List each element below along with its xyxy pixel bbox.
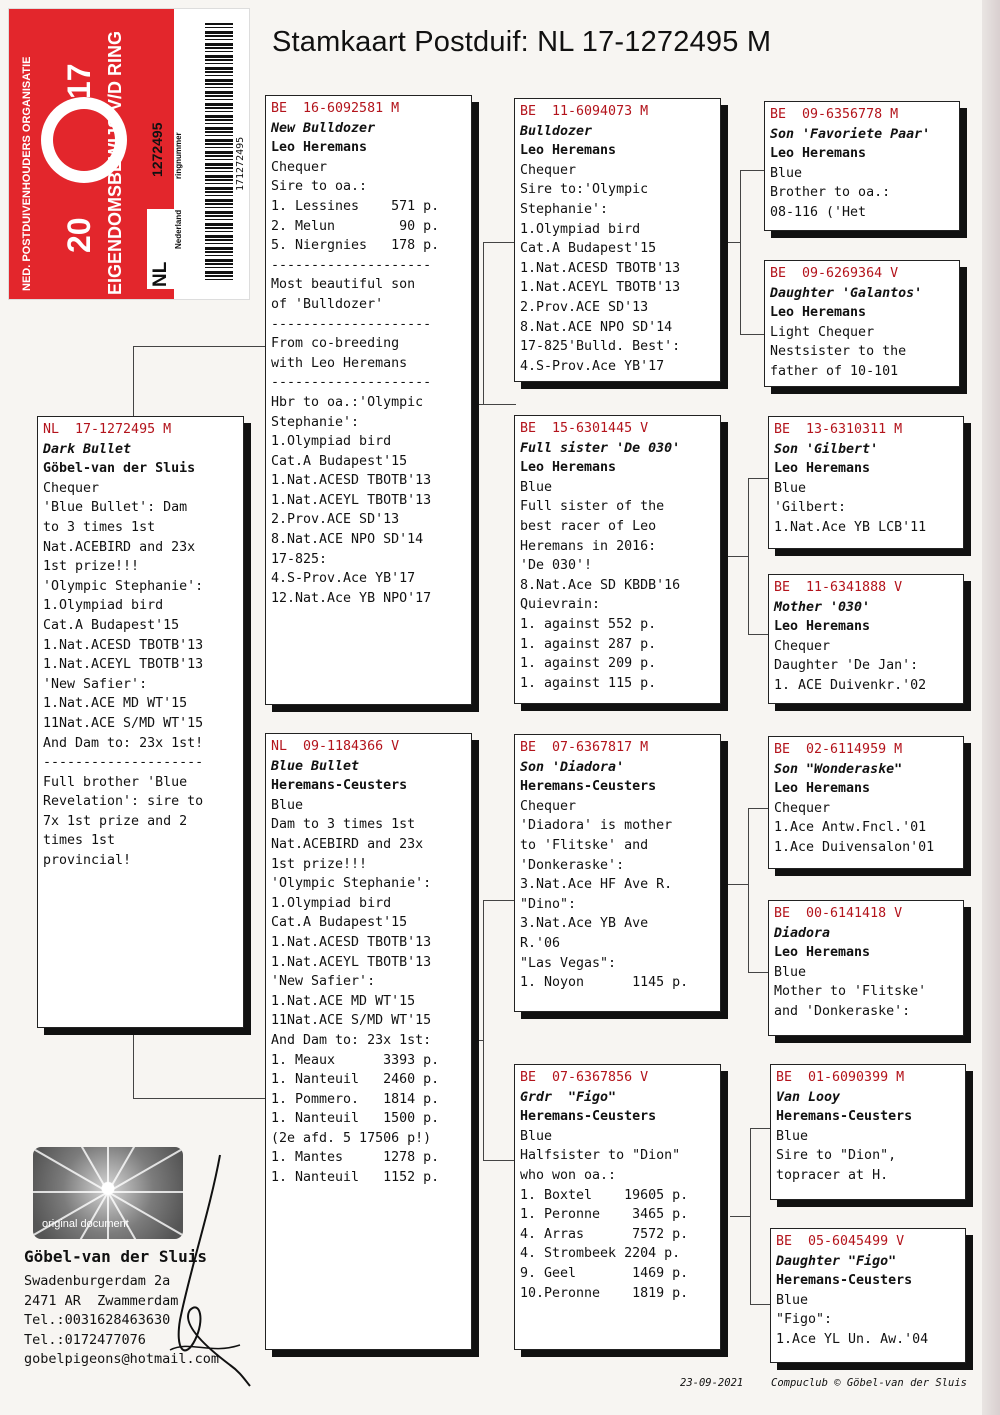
detail-line: 1. Pommero. 1814 p. (271, 1091, 440, 1107)
detail-line: 1.Nat.ACEYL TBOTB'13 (520, 280, 681, 296)
pigeon-name: New Bulldozer (271, 120, 376, 136)
hologram-text: original document (42, 1218, 129, 1230)
detail-line: 10.Peronne 1819 p. (520, 1285, 689, 1301)
barcode-number: 171272495 (235, 136, 246, 191)
detail-line: Mother to 'Flitske' (774, 984, 927, 1000)
ring-card-year-left: 20 (61, 217, 97, 253)
pigeon-card-dam-sire (514, 734, 721, 1012)
pigeon-card-sire-dam (514, 415, 721, 704)
owner-address (24, 1247, 219, 1370)
detail-line: 8.Nat.ACE NPO SD'14 (520, 319, 673, 335)
ring-number: BE 09-6269364 V (770, 266, 899, 281)
ring-number: BE 07-6367856 V (520, 1070, 649, 1085)
detail-line: 1. Noyon 1145 p. (520, 975, 689, 991)
pigeon-name: Diadora (774, 925, 831, 941)
breeder-name: Leo Heremans (774, 619, 871, 635)
detail-line: Brother to oa.: (770, 185, 891, 201)
pigeon-card-sire-sire-dam (764, 260, 960, 387)
detail-line: 'Gilbert: (774, 500, 847, 516)
connector (483, 242, 484, 404)
ring-ownership-card (8, 8, 250, 300)
detail-line: 1. against 552 p. (520, 616, 657, 632)
detail-line: 1st prize!!! (271, 856, 368, 872)
ring-number: BE 11-6094073 M (520, 104, 649, 119)
detail-line: Dam to 3 times 1st (271, 817, 416, 833)
connector (483, 242, 516, 243)
connector (726, 242, 740, 243)
detail-line: 1.Nat.ACESD TBOTB'13 (43, 637, 204, 653)
detail-line: 9. Geel 1469 p. (520, 1265, 689, 1281)
ring-number: NL 09-1184366 V (271, 739, 400, 754)
connector (748, 478, 749, 634)
breeder-name: Leo Heremans (520, 143, 617, 159)
detail-line: Nat.ACEBIRD and 23x (43, 539, 196, 555)
detail-line: 1.Nat.ACE MD WT'15 (43, 696, 188, 712)
owner-city: 2471 AR Zwammerdam (24, 1292, 179, 1309)
breeder-name: Heremans-Ceusters (520, 779, 657, 795)
detail-line: Chequer (43, 480, 100, 496)
detail-line: Blue (774, 480, 807, 496)
detail-line: 1.Olympiad bird (271, 434, 392, 450)
ring-number: BE 11-6341888 V (774, 580, 903, 595)
detail-line: 1.Nat.ACESD TBOTB'13 (520, 260, 681, 276)
detail-line: Blue (520, 1128, 553, 1144)
detail-line: 17-825'Bulld. Best': (520, 339, 681, 355)
connector (483, 1160, 516, 1161)
detail-line: 3.Nat.Ace HF Ave R. (520, 877, 673, 893)
detail-line: 'Blue Bullet': Dam (43, 500, 188, 516)
detail-line: to 'Flitske' and (520, 837, 649, 853)
print-date: 23-09-2021 (680, 1377, 744, 1389)
detail-line: 1.Nat.ACESD TBOTB'13 (271, 473, 432, 489)
detail-line: 1. Nanteuil 2460 p. (271, 1072, 440, 1088)
detail-line: 1.Nat.Ace YB LCB'11 (774, 519, 927, 535)
detail-line: 1.Olympiad bird (520, 221, 641, 237)
detail-line: 'New Safier': (271, 974, 376, 990)
pigeon-card-sire-sire (514, 98, 721, 382)
owner-email: gobelpigeons@hotmail.com (24, 1351, 220, 1367)
detail-line: 4.S-Prov.Ace YB'17 (271, 571, 416, 587)
detail-line: 'De 030'! (520, 558, 593, 574)
detail-line: who won oa.: (520, 1167, 617, 1183)
pigeon-name: Grdr "Figo" (520, 1089, 617, 1105)
detail-line: Cat.A Budapest'15 (43, 617, 180, 633)
detail-line: 1.Nat.ACEYL TBOTB'13 (271, 954, 432, 970)
detail-line: Cat.A Budapest'15 (271, 453, 408, 469)
detail-line: Stephanie': (271, 414, 360, 430)
detail-line: Cat.A Budapest'15 (520, 241, 657, 257)
detail-line: 1. Lessines 571 p. (271, 198, 440, 214)
ring-number: BE 00-6141418 V (774, 906, 903, 921)
connector (483, 900, 516, 901)
detail-line: best racer of Leo (520, 518, 657, 534)
pigeon-name: Dark Bullet (43, 441, 132, 457)
detail-line: to 3 times 1st (43, 519, 156, 535)
detail-line: 12.Nat.Ace YB NPO'17 (271, 590, 432, 606)
detail-line: 1.Nat.ACESD TBOTB'13 (271, 934, 432, 950)
ring-number: BE 09-6356778 M (770, 107, 899, 122)
breeder-name: Leo Heremans (271, 140, 368, 156)
pigeon-name: Blue Bullet (271, 758, 360, 774)
connector (726, 556, 748, 557)
detail-line: 5. Niergnies 178 p. (271, 238, 440, 254)
detail-line: And Dam to: 23x 1st! (43, 735, 204, 751)
detail-line: Sire to oa.: (271, 179, 368, 195)
detail-line: Light Chequer (770, 324, 875, 340)
breeder-name: Leo Heremans (520, 460, 617, 476)
detail-line: 1. against 115 p. (520, 675, 657, 691)
detail-line: 3.Nat.Ace YB Ave (520, 916, 649, 932)
detail-line: 'Diadora' is mother (520, 818, 673, 834)
detail-line: 1. Meaux 3393 p. (271, 1052, 440, 1068)
breeder-name: Heremans-Ceusters (520, 1109, 657, 1125)
detail-line: -------------------- (43, 755, 204, 771)
breeder-name: Heremans-Ceusters (776, 1109, 913, 1125)
breeder-name: Leo Heremans (774, 461, 871, 477)
ring-number: BE 01-6090399 M (776, 1070, 905, 1085)
detail-line: Blue (271, 797, 304, 813)
sheet-edge (982, 0, 1000, 1415)
connector (748, 634, 768, 635)
detail-line: 'Olympic Stephanie': (271, 876, 432, 892)
connector (476, 404, 483, 405)
detail-line: 1. against 209 p. (520, 656, 657, 672)
detail-line: Nat.ACEBIRD and 23x (271, 836, 424, 852)
detail-line: 1. against 287 p. (520, 636, 657, 652)
detail-line: Nestsister to the (770, 344, 907, 360)
detail-line: -------------------- (271, 257, 432, 273)
connector (726, 884, 748, 885)
detail-line: 1. ACE Duivenkr.'02 (774, 677, 927, 693)
pigeon-name: Son 'Diadora' (520, 759, 625, 775)
owner-phone-2: Tel.:0172477076 (24, 1331, 146, 1348)
detail-line: Sire to:'Olympic (520, 182, 649, 198)
detail-line: And Dam to: 23x 1st: (271, 1032, 432, 1048)
ring-card-country: NL (150, 261, 171, 287)
detail-line: 1.Nat.ACE MD WT'15 (271, 993, 416, 1009)
pigeon-name: Full sister 'De 030' (520, 440, 681, 456)
detail-line: 1.Olympiad bird (43, 598, 164, 614)
detail-line: 17-825: (271, 551, 328, 567)
pigeon-name: Daughter 'Galantos' (770, 285, 923, 301)
detail-line: 4. Strombeek 2204 p. (520, 1246, 681, 1262)
detail-line: of 'Bulldozer' (271, 296, 384, 312)
detail-line: 1. Mantes 1278 p. (271, 1150, 440, 1166)
detail-line: -------------------- (271, 316, 432, 332)
ring-card-ring-number: 1272495 (149, 122, 165, 177)
pigeon-card-dam-sire-sire (768, 736, 964, 869)
breeder-name: Leo Heremans (770, 305, 867, 321)
detail-line: 1.Ace YL Un. Aw.'04 (776, 1331, 929, 1347)
detail-line: Chequer (774, 800, 831, 816)
detail-line: 7x 1st prize and 2 (43, 813, 188, 829)
breeder-name: Heremans-Ceusters (776, 1273, 913, 1289)
detail-line: Blue (776, 1292, 809, 1308)
detail-line: R.'06 (520, 935, 561, 951)
detail-line: Cat.A Budapest'15 (271, 915, 408, 931)
connector (740, 170, 764, 171)
detail-line: father of 10-101 (770, 363, 899, 379)
detail-line: 1.Nat.ACEYL TBOTB'13 (271, 492, 432, 508)
pigeon-name: Son "Wonderaske" (774, 761, 903, 777)
detail-line: Chequer (520, 798, 577, 814)
pigeon-card-sire-dam-sire (768, 416, 964, 549)
detail-line: "Las Vegas": (520, 955, 617, 971)
detail-line: 2. Melun 90 p. (271, 218, 440, 234)
detail-line: with Leo Heremans (271, 355, 408, 371)
pigeon-name: Van Looy (776, 1089, 841, 1105)
detail-line: 2.Prov.ACE SD'13 (520, 299, 649, 315)
pigeon-card-sire (265, 95, 472, 705)
detail-line: 8.Nat.ACE NPO SD'14 (271, 532, 424, 548)
detail-line: Blue (776, 1128, 809, 1144)
connector (740, 334, 764, 335)
connector (483, 900, 484, 1160)
ring-card-country-label: Nederland (174, 209, 183, 249)
detail-line: 2.Prov.ACE SD'13 (271, 512, 400, 528)
detail-line: 1. Boxtel 19605 p. (520, 1187, 689, 1203)
pigeon-name: Mother '030' (774, 599, 871, 615)
connector (483, 404, 516, 405)
detail-line: times 1st (43, 833, 116, 849)
detail-line: 1. Nanteuil 1500 p. (271, 1111, 440, 1127)
detail-line: provincial! (43, 853, 132, 869)
ring-number: BE 13-6310311 M (774, 422, 903, 437)
pigeon-name: Daughter "Figo" (776, 1253, 897, 1269)
detail-line: 4.S-Prov.Ace YB'17 (520, 358, 665, 374)
ring-number: NL 17-1272495 M (43, 422, 172, 437)
detail-line: 1st prize!!! (43, 559, 140, 575)
connector (748, 478, 768, 479)
detail-line: Blue (774, 964, 807, 980)
owner-name: Göbel-van der Sluis (24, 1247, 208, 1266)
detail-line: 'Olympic Stephanie': (43, 578, 204, 594)
detail-line: 08-116 ('Het (770, 204, 867, 220)
detail-line: Halfsister to "Dion" (520, 1148, 681, 1164)
detail-line: 11Nat.ACE S/MD WT'15 (43, 715, 204, 731)
detail-line: From co-breeding (271, 336, 400, 352)
connector (730, 1216, 750, 1217)
detail-line: Hbr to oa.:'Olympic (271, 394, 424, 410)
detail-line: -------------------- (271, 375, 432, 391)
ring-number: BE 16-6092581 M (271, 101, 400, 116)
connector (133, 1098, 268, 1099)
barcode (205, 23, 233, 283)
detail-line: 8.Nat.Ace SD KBDB'16 (520, 577, 681, 593)
detail-line: 1. Nanteuil 1152 p. (271, 1170, 440, 1186)
connector (748, 972, 768, 973)
breeder-name: Leo Heremans (774, 945, 871, 961)
ring-card-organisation: NED. POSTDUIVENHOUDERS ORGANISATIE (21, 56, 33, 291)
ring-card-document-title: EIGENDOMSBEWIJS V/D RING (105, 30, 125, 295)
detail-line: topracer at H. (776, 1167, 889, 1183)
ring-card-ring-label: ringnummer (174, 132, 183, 179)
detail-line: 'New Safier': (43, 676, 148, 692)
detail-line: Blue (520, 479, 553, 495)
owner-street: Swadenburgerdam 2a (24, 1273, 171, 1289)
detail-line: Chequer (774, 638, 831, 654)
detail-line: Chequer (271, 159, 328, 175)
detail-line: Full brother 'Blue (43, 774, 188, 790)
page-title: Stamkaart Postduif: NL 17-1272495 M (272, 26, 772, 58)
detail-line: 11Nat.ACE S/MD WT'15 (271, 1013, 432, 1029)
connector (133, 1032, 134, 1098)
pigeon-name: Son 'Favoriete Paar' (770, 126, 931, 142)
detail-line: "Figo": (776, 1312, 833, 1328)
pigeon-card-dam (265, 733, 472, 1350)
footer-credit: Compuclub © Göbel-van der Sluis (771, 1377, 967, 1389)
pigeon-card-sire-dam-dam (768, 574, 964, 704)
detail-line: 1.Ace Antw.Fncl.'01 (774, 820, 927, 836)
detail-line: 1. Peronne 3465 p. (520, 1207, 689, 1223)
connector (750, 1128, 770, 1129)
connector (750, 1304, 770, 1305)
ring-card-year-right: 17 (61, 63, 97, 99)
pigeon-card-dam-dam-sire (770, 1064, 966, 1200)
breeder-name: Göbel-van der Sluis (43, 461, 196, 477)
detail-line: Daughter 'De Jan': (774, 658, 919, 674)
pigeon-card-dam-sire-dam (768, 900, 964, 1036)
detail-line: Most beautiful son (271, 277, 416, 293)
connector (740, 170, 741, 334)
detail-line: Sire to "Dion", (776, 1148, 897, 1164)
ring-number: BE 05-6045499 V (776, 1234, 905, 1249)
owner-phone-1: Tel.:0031628463630 (24, 1312, 171, 1328)
detail-line: and 'Donkeraske': (774, 1003, 911, 1019)
detail-line: 1.Nat.ACEYL TBOTB'13 (43, 657, 204, 673)
detail-line: (2e afd. 5 17506 p!) (271, 1130, 432, 1146)
connector (476, 1040, 483, 1041)
pigeon-card-dam-dam (514, 1064, 721, 1350)
ring-number: BE 15-6301445 V (520, 421, 649, 436)
connector (750, 1128, 751, 1304)
detail-line: 'Donkeraske': (520, 857, 625, 873)
breeder-name: Leo Heremans (774, 781, 871, 797)
connector (133, 346, 268, 347)
connector (133, 346, 134, 420)
pigeon-name: Bulldozer (520, 123, 593, 139)
pigeon-card-dam-dam-dam (770, 1228, 966, 1363)
detail-line: Full sister of the (520, 499, 665, 515)
breeder-name: Heremans-Ceusters (271, 778, 408, 794)
detail-line: 1.Ace Duivensalon'01 (774, 839, 935, 855)
connector (748, 808, 749, 972)
connector (748, 808, 768, 809)
detail-line: 1.Olympiad bird (271, 895, 392, 911)
detail-line: Chequer (520, 162, 577, 178)
detail-line: Quievrain: (520, 597, 601, 613)
detail-line: 4. Arras 7572 p. (520, 1226, 689, 1242)
ring-number: BE 02-6114959 M (774, 742, 903, 757)
detail-line: "Dino": (520, 896, 577, 912)
ring-number: BE 07-6367817 M (520, 740, 649, 755)
detail-line: Stephanie': (520, 201, 609, 217)
detail-line: Revelation': sire to (43, 794, 204, 810)
pigeon-name: Son 'Gilbert' (774, 441, 879, 457)
detail-line: Blue (770, 165, 803, 181)
breeder-name: Leo Heremans (770, 146, 867, 162)
pigeon-card-subject (37, 416, 244, 1028)
pigeon-card-sire-sire-sire (764, 101, 960, 231)
detail-line: Heremans in 2016: (520, 538, 657, 554)
